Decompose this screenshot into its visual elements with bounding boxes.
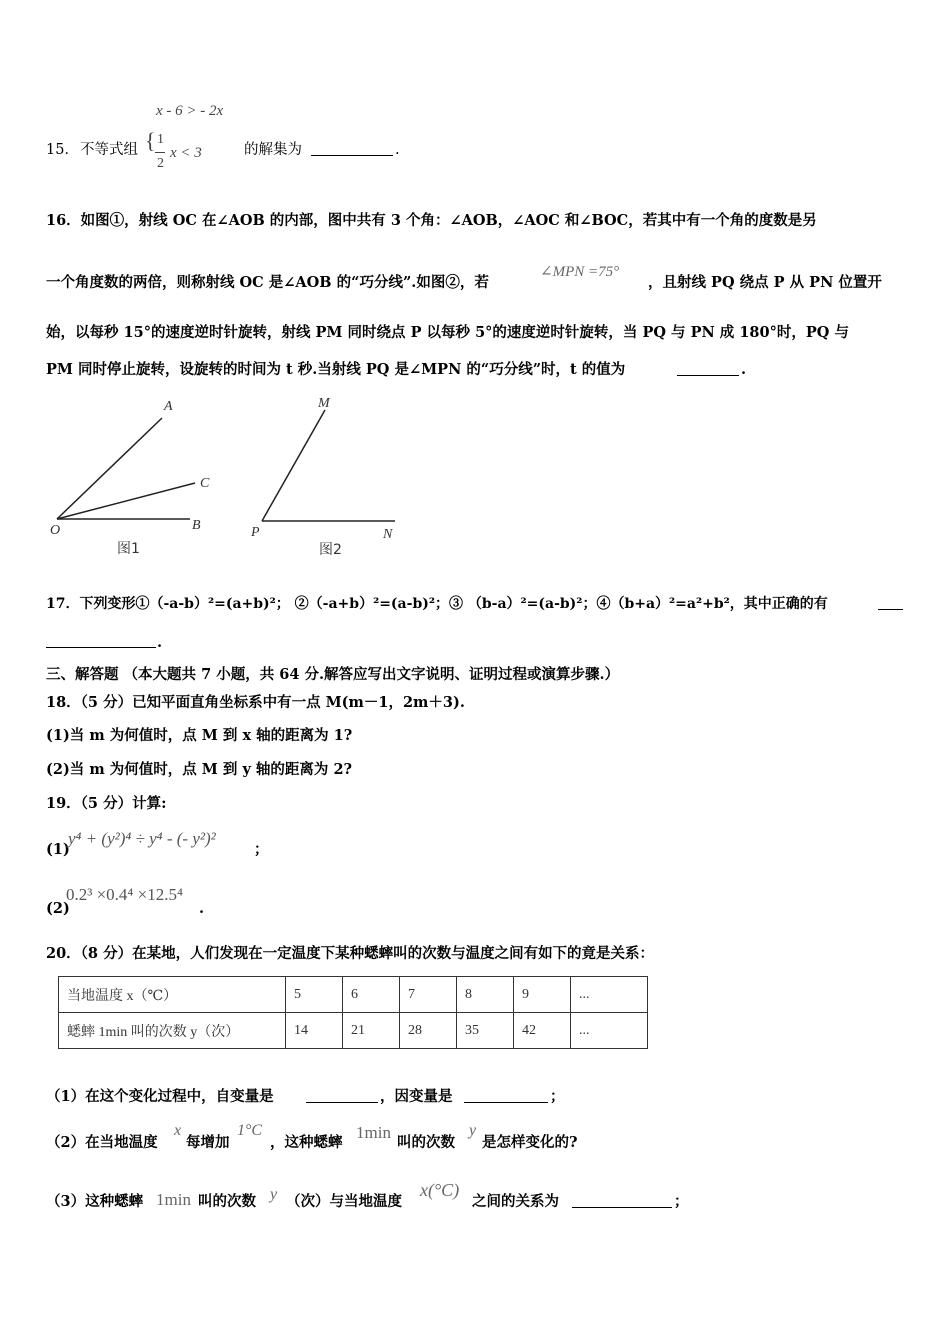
q19-part-1-end: ； [254, 841, 269, 858]
q16-line-1: 16．如图①，射线 OC 在∠AOB 的内部，图中共有 3 个角：∠AOB，∠AOC 和∠BOC，若其中有一个角的度数是另 [46, 212, 817, 229]
table-cell: 21 [343, 1013, 400, 1049]
q20-sub-2c: ，这种蟋蟀 [270, 1134, 343, 1151]
q20-sub-1-blank-1 [306, 1088, 378, 1103]
table-row-chirps [59, 1013, 648, 1049]
table-cell: 35 [457, 1013, 514, 1049]
q15-fraction-numerator: 1 [157, 132, 164, 147]
section-3-heading: 三、解答题 （本大题共 7 小题，共 64 分.解答应写出文字说明、证明过程或演算步骤.） [46, 666, 620, 683]
q16-angle: ∠MPN =75° [540, 264, 620, 280]
q18-stem: 18．（5 分）已知平面直角坐标系中有一点 M(m－1，2m＋3). [46, 694, 465, 711]
q20-sub-1c: ； [550, 1088, 565, 1105]
ray-oc [57, 483, 195, 519]
q20-sub-1-blank-2 [464, 1088, 548, 1103]
q16-end: . [741, 361, 747, 378]
q19-part-2-end: . [199, 900, 205, 917]
q16-line-2b: ，且射线 PQ 绕点 P 从 PN 位置开 [648, 274, 882, 291]
label-n: N [383, 527, 393, 542]
table-cell: 28 [400, 1013, 457, 1049]
q20-sub-3c: （次）与当地温度 [286, 1193, 402, 1210]
table-cell: 42 [514, 1013, 571, 1049]
q19-part-2-label: (2) [46, 900, 70, 917]
table-cell: 6 [343, 977, 400, 1013]
q20-sub-3e: ； [674, 1193, 689, 1210]
q20-sub-2a: （2）在当地温度 [46, 1134, 158, 1151]
row-header-chirps: 蟋蟀 1min 叫的次数 y（次） [59, 1013, 286, 1049]
table-cell: 7 [400, 977, 457, 1013]
q17-answer-blank-2 [46, 633, 156, 648]
q17-text: 17．下列变形①（-a-b）²=(a+b)²； ②（-a+b）²=(a-b)²；③ （b-a）²=(a-b)²；④（b+a）²=a²+b²，其中正确的有 [46, 596, 828, 612]
q20-stem: 20．（8 分）在某地，人们发现在一定温度下某种蟋蟀叫的次数与温度之间有如下的竟是关系： [46, 945, 655, 962]
ray-oa [57, 418, 162, 519]
label-a: A [164, 399, 173, 414]
q20-sub-3b: 叫的次数 [198, 1193, 256, 1210]
table-cell: ... [571, 977, 648, 1013]
q18-part-1: (1)当 m 为何值时，点 M 到 x 轴的距离为 1? [46, 727, 353, 744]
table-cell: 14 [286, 1013, 343, 1049]
q16-line-3: 始，以每秒 15°的速度逆时针旋转，射线 PM 同时绕点 P 以每秒 5°的速度逆时针旋转，当 PQ 与 PN 成 180°时，PQ 与 [46, 324, 849, 341]
q18-part-2: (2)当 m 为何值时，点 M 到 y 轴的距离为 2? [46, 761, 353, 778]
q19-part-2-expression: 0.2³ ×0.4⁴ ×12.5⁴ [66, 885, 183, 904]
q20-sub-3-minute: 1min [156, 1190, 191, 1209]
ray-pm [262, 410, 325, 521]
table-cell: 8 [457, 977, 514, 1013]
q15-suffix: 的解集为 [244, 142, 302, 158]
figure-1-caption: 图1 [117, 541, 140, 557]
q20-sub-2-y: y [469, 1122, 477, 1139]
q20-sub-3-blank [572, 1193, 672, 1208]
q20-sub-3d: 之间的关系为 [472, 1193, 559, 1210]
q16-line-2a: 一个角度数的两倍，则称射线 OC 是∠AOB 的“巧分线”.如图②，若 [46, 274, 489, 291]
q16-answer-blank [677, 361, 739, 376]
q15-inequality-2: x < 3 [170, 145, 202, 161]
table-cell: 5 [286, 977, 343, 1013]
q19-part-1-expression: y⁴ + (y²)⁴ ÷ y⁴ - (- y²)² [68, 829, 216, 848]
q20-sub-2-degree: 1°C [237, 1122, 263, 1139]
q17-answer-blank-1 [878, 595, 903, 610]
q15-fraction-bar [155, 152, 165, 153]
table-row-temperature [59, 977, 648, 1013]
q20-sub-1a: （1）在这个变化过程中，自变量是 [46, 1088, 274, 1105]
figure-2 [240, 390, 410, 562]
q20-sub-3a: （3）这种蟋蟀 [46, 1193, 144, 1210]
label-c: C [200, 476, 210, 491]
figure-2-caption: 图2 [319, 542, 342, 558]
q19-stem: 19．（5 分）计算: [46, 795, 167, 812]
label-m: M [318, 396, 330, 411]
q15-answer-blank [311, 141, 393, 156]
q15-end: . [395, 142, 400, 158]
q20-sub-3-x: x(°C) [420, 1180, 460, 1200]
figure-1 [40, 392, 230, 562]
q15-inequality-1: x - 6 > - 2x [156, 103, 224, 119]
q19-part-1-label: (1) [46, 841, 70, 858]
q20-sub-2-minute: 1min [356, 1123, 391, 1142]
q20-sub-2-x: x [174, 1122, 182, 1139]
q20-data-table [58, 976, 648, 1049]
q20-sub-1b: ，因变量是 [380, 1088, 453, 1105]
row-header-temperature: 当地温度 x（℃） [59, 977, 286, 1013]
q20-sub-2b: 每增加 [186, 1134, 230, 1151]
label-p: P [251, 525, 260, 540]
table-cell: 9 [514, 977, 571, 1013]
q20-sub-2d: 叫的次数 [397, 1134, 455, 1151]
q15-fraction-denominator: 2 [157, 156, 164, 171]
q20-sub-3-y: y [270, 1186, 278, 1203]
table-cell: ... [571, 1013, 648, 1049]
q16-line-4: PM 同时停止旋转，设旋转的时间为 t 秒.当射线 PQ 是∠MPN 的“巧分线”时，t 的值为 [46, 361, 626, 378]
q15-brace: { [145, 128, 156, 153]
label-o: O [50, 523, 61, 538]
q15-number: 15． [46, 142, 79, 158]
q17-end: . [157, 634, 163, 651]
q15-label: 不等式组 [80, 142, 138, 158]
q20-sub-2e: 是怎样变化的? [482, 1134, 578, 1151]
label-b: B [192, 518, 201, 533]
